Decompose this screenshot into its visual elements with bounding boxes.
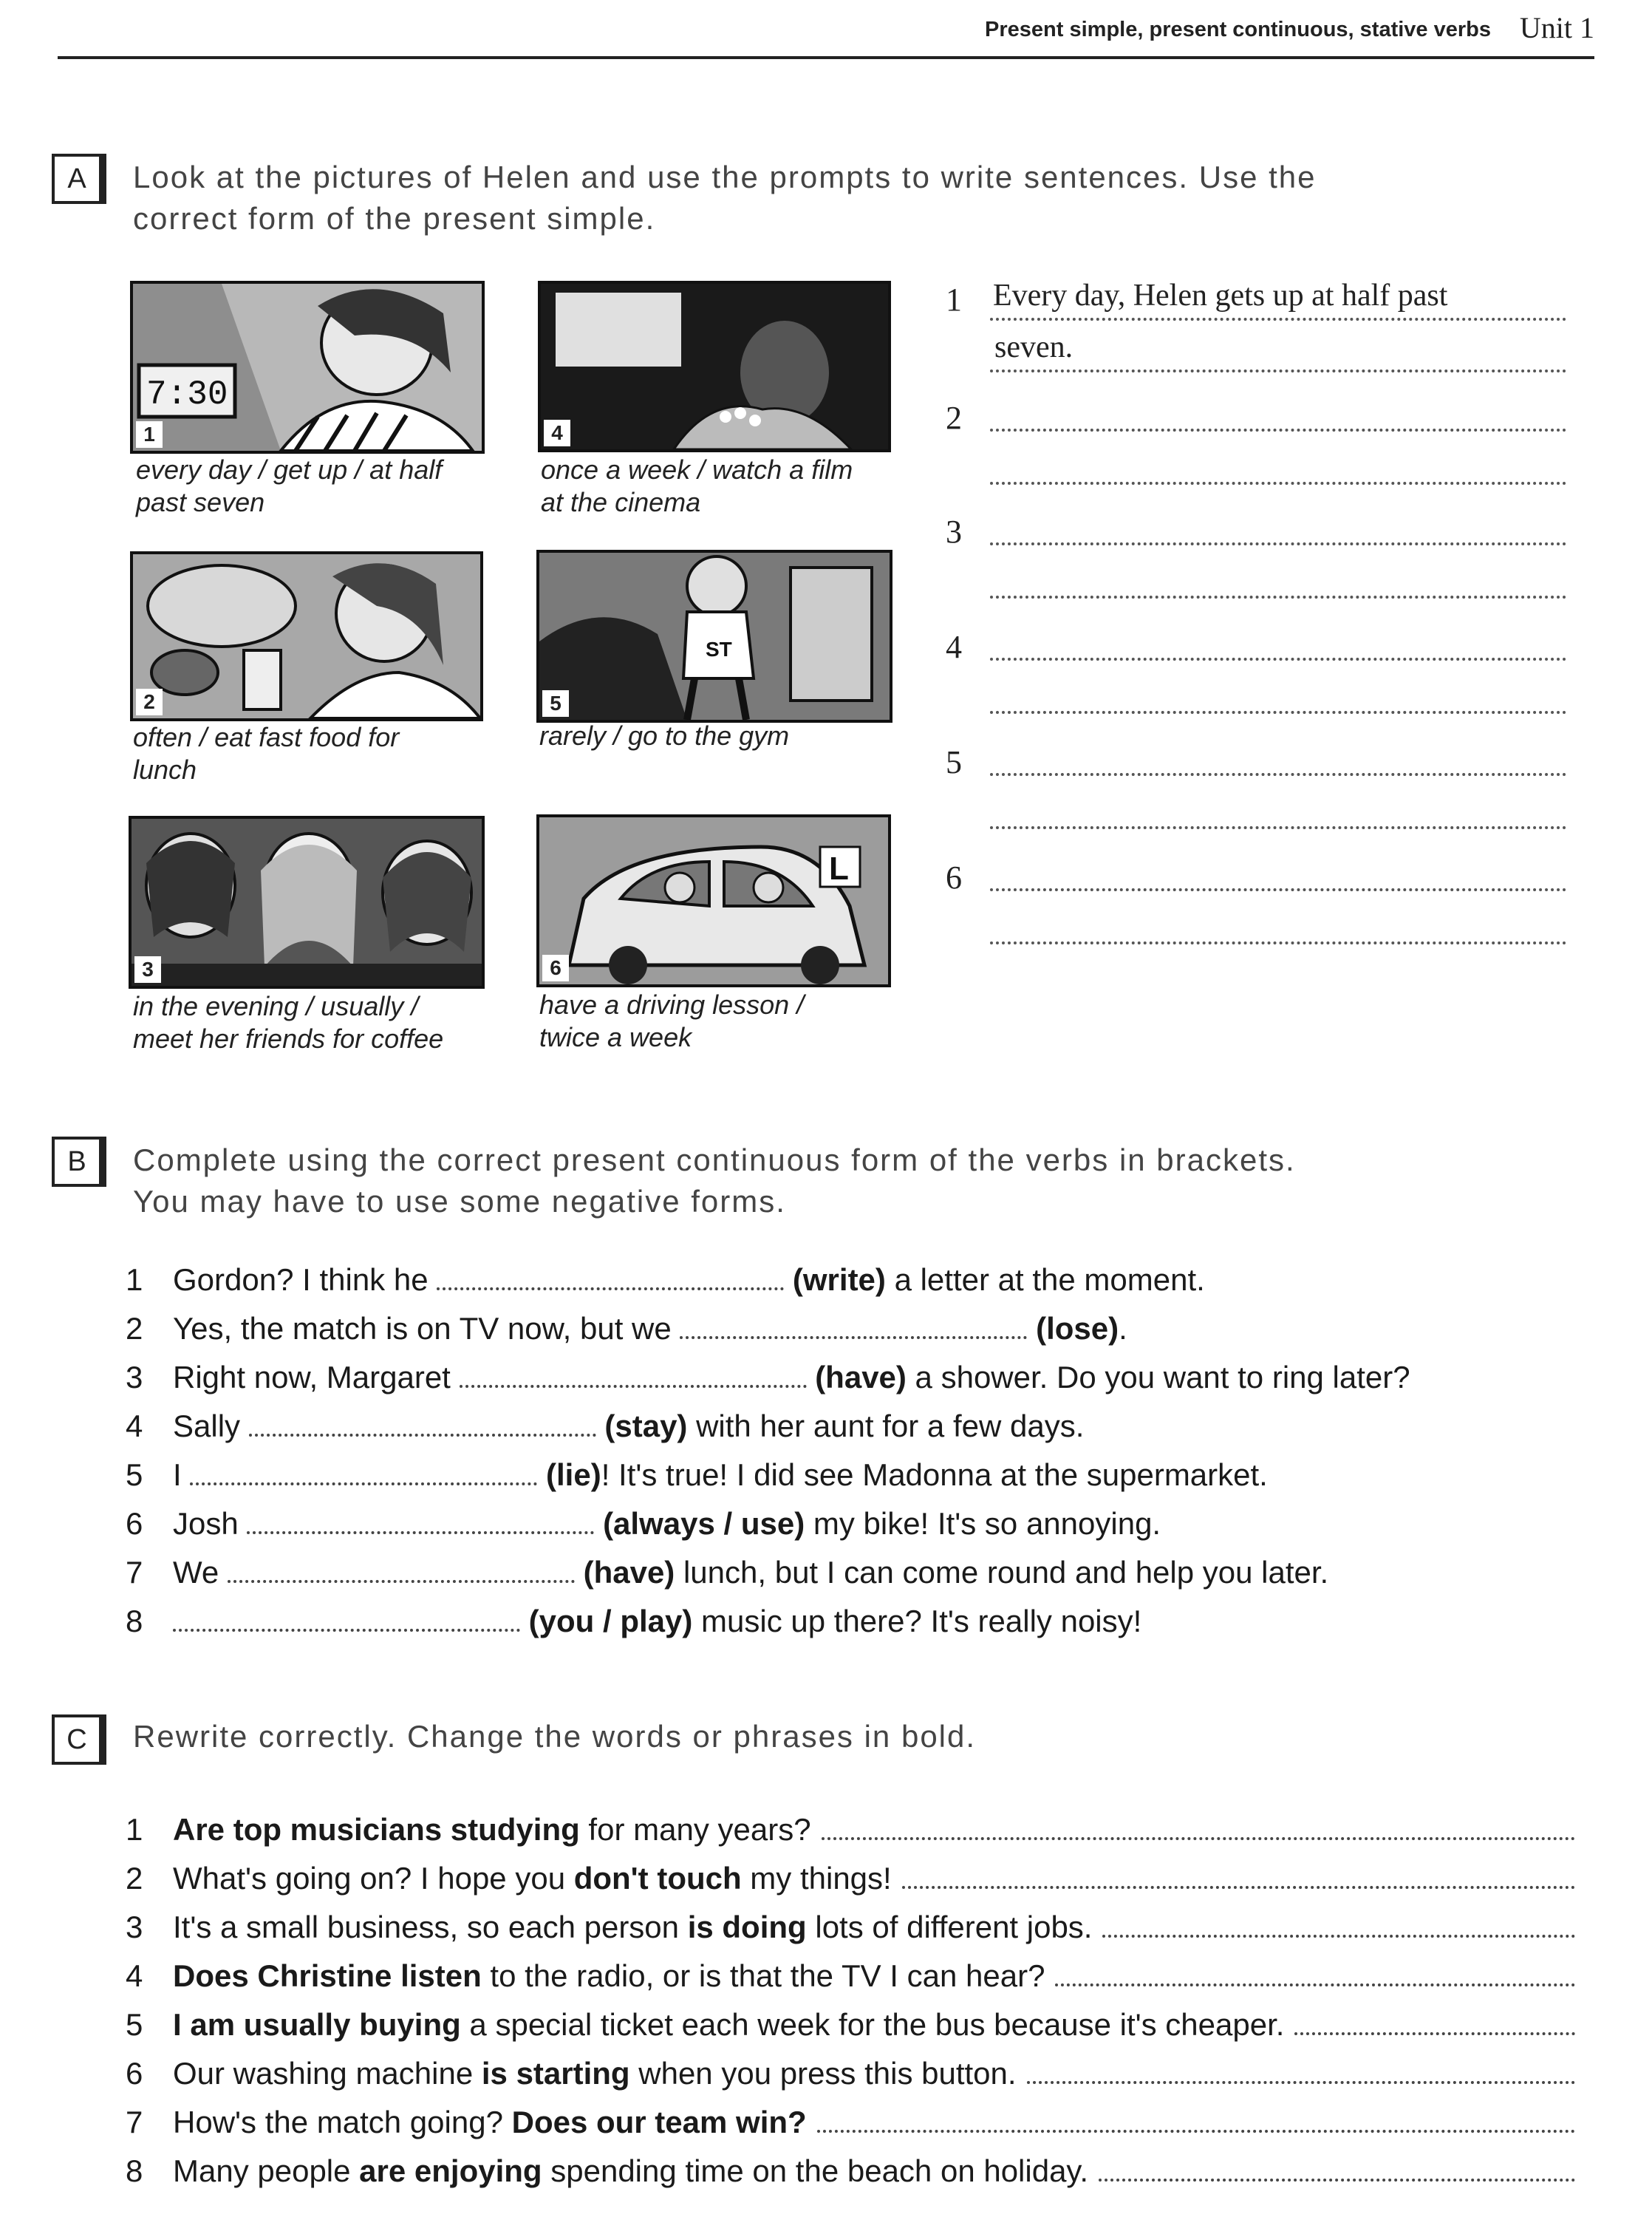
driving-lesson-illustration [539, 817, 888, 984]
caption-line: once a week / watch a film [541, 454, 853, 485]
caption-line: rarely / go to the gym [539, 721, 790, 751]
answer-gap[interactable] [902, 1876, 1575, 1889]
item-text: a shower. Do you want to ring later? [906, 1360, 1410, 1394]
answer-gap[interactable] [817, 2119, 1575, 2133]
item-text: ! It's true! I did see Madonna at the supermarket. [601, 1457, 1268, 1492]
exercise-c-item-7 [126, 2100, 1575, 2145]
picture-5-caption [539, 720, 789, 752]
item-text: my bike! It's so annoying. [805, 1506, 1161, 1541]
bold-phrase: Does Christine listen [173, 1958, 482, 1993]
item-text: a letter at the moment. [885, 1262, 1205, 1297]
item-text: lunch, but I can come round and help you later. [675, 1555, 1329, 1590]
answer-gap[interactable] [247, 1521, 594, 1534]
answer-line-6a[interactable] [990, 888, 1566, 891]
exercise-c-item-6 [126, 2051, 1575, 2096]
exercise-b-item-3 [126, 1355, 1410, 1400]
item-number: 6 [126, 2056, 143, 2091]
verb-prompt: (have) [583, 1555, 675, 1590]
picture-number: 4 [544, 420, 570, 446]
wake-up-illustration [133, 284, 482, 451]
answer-number: 4 [946, 629, 962, 665]
answer-line-4a[interactable] [990, 658, 1566, 661]
answer-gap[interactable] [1027, 2071, 1575, 2084]
picture-4-caption [541, 454, 853, 519]
picture-5 [536, 550, 892, 723]
answer-gap[interactable] [437, 1277, 784, 1290]
verb-prompt: (lose) [1036, 1311, 1119, 1346]
exercise-c-item-8 [126, 2149, 1575, 2193]
picture-6 [536, 814, 891, 987]
answer-gap[interactable] [460, 1375, 807, 1388]
answer-line-2a[interactable] [990, 429, 1566, 432]
answer-line [990, 370, 1566, 372]
caption-line: twice a week [539, 1022, 692, 1052]
item-text: lots of different jobs. [806, 1910, 1093, 1944]
caption-line: have a driving lesson / [539, 990, 805, 1020]
picture-1-caption [136, 454, 442, 519]
item-text: a special ticket each week for the bus because it's cheaper. [460, 2007, 1285, 2042]
exercise-b-item-7 [126, 1550, 1328, 1595]
bold-phrase: don't touch [573, 1861, 742, 1896]
caption-line: past seven [136, 487, 265, 517]
answer-line-5a[interactable] [990, 773, 1566, 776]
item-text: What's going on? I hope you [173, 1861, 574, 1896]
verb-prompt: (lie) [546, 1457, 601, 1492]
section-b-label: B [52, 1137, 102, 1187]
picture-6-caption [539, 989, 804, 1054]
answer-gap[interactable] [1102, 1924, 1575, 1938]
item-text: I [173, 1457, 191, 1492]
item-number: 4 [126, 1409, 143, 1443]
bold-phrase: are enjoying [359, 2153, 542, 2188]
item-number: 3 [126, 1360, 143, 1394]
item-text: We [173, 1555, 228, 1590]
answer-line-2b[interactable] [990, 482, 1566, 485]
exercise-c-item-4 [126, 1954, 1575, 1998]
answer-number: 2 [946, 400, 962, 436]
item-text: music up there? It's really noisy! [692, 1604, 1142, 1638]
shirt-logo: ST [706, 638, 732, 661]
exercise-b-item-8 [126, 1599, 1141, 1644]
exercise-b-item-5 [126, 1453, 1268, 1497]
example-answer-line-1: Every day, Helen gets up at half past [993, 279, 1448, 313]
section-b-instruction [133, 1140, 1296, 1222]
item-number: 7 [126, 1555, 143, 1590]
verb-prompt: (you / play) [528, 1604, 693, 1638]
answer-gap[interactable] [249, 1423, 596, 1437]
instruction-line: Complete using the correct present continuous form of the verbs in brackets. [133, 1142, 1296, 1177]
answer-number: 3 [946, 514, 962, 550]
page-header [58, 7, 1594, 59]
item-number: 3 [126, 1910, 143, 1944]
bold-phrase: is doing [687, 1910, 807, 1944]
picture-number: 6 [542, 955, 569, 981]
caption-line: meet her friends for coffee [133, 1024, 444, 1054]
item-text: when you press this button. [629, 2056, 1017, 2091]
answer-line-3a[interactable] [990, 542, 1566, 545]
answer-line [990, 318, 1566, 321]
topic-title: Present simple, present continuous, stative verbs [985, 18, 1491, 41]
picture-4 [538, 281, 891, 452]
learner-plate: L [829, 851, 849, 887]
item-number: 2 [126, 1311, 143, 1346]
exercise-b-item-6 [126, 1502, 1161, 1546]
exercise-b-item-2 [126, 1307, 1127, 1351]
picture-1 [130, 281, 485, 454]
item-text: my things! [741, 1861, 892, 1896]
instruction-line: You may have to use some negative forms. [133, 1184, 786, 1219]
picture-number: 5 [542, 690, 569, 717]
exercise-b-item-4 [126, 1404, 1084, 1448]
bold-phrase: I am usually buying [173, 2007, 461, 2042]
answer-number: 5 [946, 744, 962, 780]
bold-phrase: Does our team win? [511, 2105, 807, 2139]
unit-label: Unit 1 [1519, 11, 1594, 44]
caption-line: lunch [133, 755, 197, 785]
clock-display: 7:30 [146, 375, 228, 414]
answer-line-6b[interactable] [990, 941, 1566, 944]
item-text: Many people [173, 2153, 360, 2188]
item-number: 5 [126, 2007, 143, 2042]
item-text: Yes, the match is on TV now, but we [173, 1311, 680, 1346]
item-text: for many years? [579, 1812, 811, 1847]
exercise-c-item-1 [126, 1808, 1575, 1852]
verb-prompt: (always / use) [603, 1506, 805, 1541]
item-number: 4 [126, 1958, 143, 1993]
item-text: How's the match going? [173, 2105, 512, 2139]
item-text: Gordon? I think he [173, 1262, 437, 1297]
picture-3 [129, 816, 485, 989]
bold-phrase: Are top musicians studying [173, 1812, 580, 1847]
item-text: to the radio, or is that the TV I can hear? [481, 1958, 1045, 1993]
exercise-c-item-5 [126, 2003, 1575, 2047]
answer-gap[interactable] [1099, 2168, 1575, 2182]
exercise-c-item-3 [126, 1905, 1575, 1949]
section-c-instruction: Rewrite correctly. Change the words or phrases in bold. [133, 1719, 977, 1754]
item-number: 2 [126, 1861, 143, 1896]
caption-line: in the evening / usually / [133, 991, 419, 1021]
verb-prompt: (write) [792, 1262, 886, 1297]
answer-gap[interactable] [1294, 2022, 1575, 2035]
item-text: spending time on the beach on holiday. [542, 2153, 1088, 2188]
item-number: 8 [126, 2153, 143, 2188]
caption-line: often / eat fast food for [133, 722, 400, 752]
item-number: 6 [126, 1506, 143, 1541]
gym-illustration [539, 553, 890, 720]
instruction-line: Look at the pictures of Helen and use the prompts to write sentences. Use the [133, 160, 1317, 194]
picture-number: 1 [136, 421, 163, 448]
answer-line-5b[interactable] [990, 826, 1566, 829]
picture-number: 3 [134, 956, 161, 983]
answer-number: 1 [946, 282, 962, 318]
answer-gap[interactable] [822, 1827, 1575, 1840]
picture-number: 2 [136, 689, 163, 715]
answer-gap[interactable] [1055, 1973, 1575, 1986]
item-text: It's a small business, so each person [173, 1910, 688, 1944]
answer-gap[interactable] [190, 1472, 537, 1485]
picture-2 [130, 551, 483, 721]
answer-gap[interactable] [680, 1326, 1027, 1339]
section-a-label: A [52, 154, 102, 204]
example-answer-line-2: seven. [994, 330, 1074, 364]
picture-2-caption [133, 721, 399, 786]
verb-prompt: (stay) [604, 1409, 688, 1443]
answer-line-3b[interactable] [990, 596, 1566, 599]
verb-prompt: (have) [815, 1360, 907, 1394]
instruction-line: correct form of the present simple. [133, 201, 656, 236]
friends-coffee-illustration [132, 819, 482, 986]
item-number: 5 [126, 1457, 143, 1492]
answer-line-4b[interactable] [990, 711, 1566, 714]
item-text: . [1119, 1311, 1127, 1346]
section-a-instruction [133, 157, 1316, 239]
item-number: 1 [126, 1262, 143, 1297]
item-text: Josh [173, 1506, 248, 1541]
section-c-label: C [52, 1714, 102, 1765]
fast-food-illustration [133, 554, 480, 718]
bold-phrase: is starting [481, 2056, 630, 2091]
exercise-c-item-2 [126, 1856, 1575, 1901]
caption-line: at the cinema [541, 487, 701, 517]
answer-number: 6 [946, 859, 962, 896]
item-text: Our washing machine [173, 2056, 482, 2091]
exercise-b-item-1 [126, 1258, 1205, 1302]
picture-3-caption [133, 990, 443, 1055]
answer-gap[interactable] [228, 1570, 575, 1583]
item-number: 7 [126, 2105, 143, 2139]
item-text: Right now, Margaret [173, 1360, 460, 1394]
item-number: 8 [126, 1604, 143, 1638]
item-text: with her aunt for a few days. [687, 1409, 1085, 1443]
item-number: 1 [126, 1812, 143, 1847]
cinema-illustration [541, 284, 888, 449]
answer-gap[interactable] [173, 1618, 520, 1632]
item-text: Sally [173, 1409, 249, 1443]
caption-line: every day / get up / at half [136, 454, 443, 485]
